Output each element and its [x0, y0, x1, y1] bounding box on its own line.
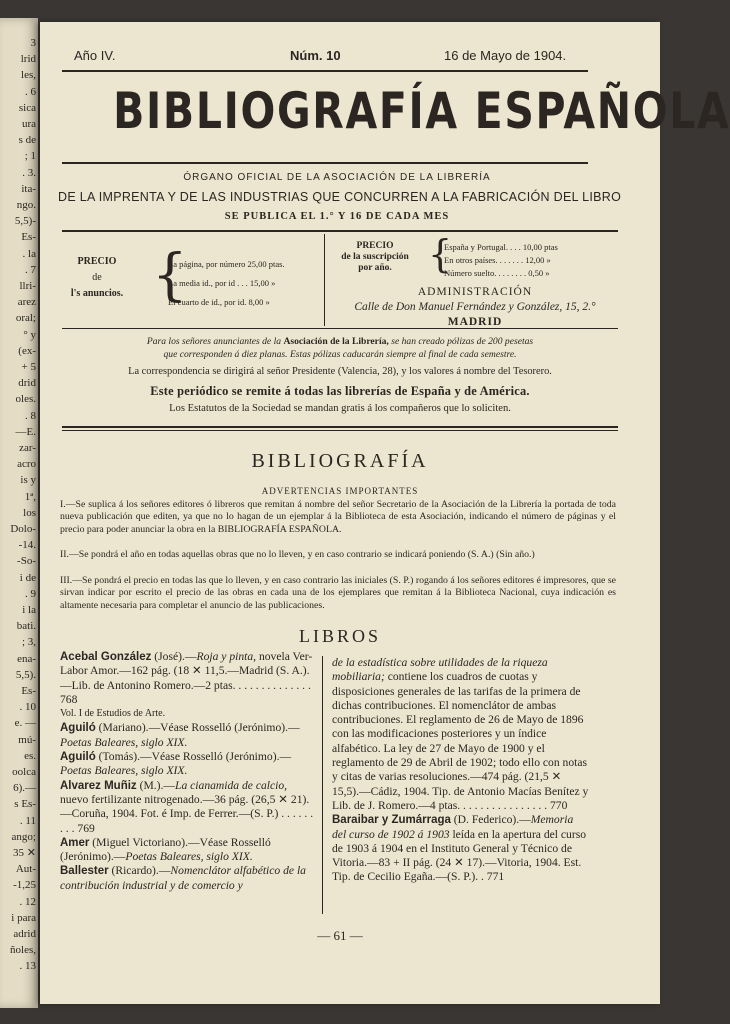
previous-page-text-fragment: e. —: [14, 717, 36, 730]
advertencia-1: I.—Se suplica á los señores editores ó libreros que remitan á nombre del señor Secretario de la Asociación de la Librería la portada de toda nueva publicación que editen, ya que no lo hagan de un ejemplar á la Biblioteca de esta Asociación, indicando el número de páginas y el precio para poder anunciar la obra en la BIBLIOGRAFÍA ESPAÑOLA.: [60, 499, 616, 535]
administration-block: ADMINISTRACIÓN Calle de Don Manuel Fernández y González, 15, 2.° MADRID: [354, 286, 596, 328]
previous-page-text-fragment: -1,25: [13, 879, 36, 892]
subscription-price-lines: España y Portugal. . . . 10,00 ptas En otros países. . . . . . . 12,00 » Número suelto. . . . . . . . 0,50 »: [444, 242, 558, 278]
previous-page-text-fragment: is y: [20, 474, 36, 487]
ads-price-lines: La página, por número 25,00 ptas. La media id., por id . . . 15,00 » El cuarto de id., por id. 8,00 »: [168, 259, 285, 307]
libros-heading: LIBROS: [298, 626, 381, 646]
previous-page-text-fragment: ango;: [11, 830, 36, 843]
advertencias-heading: ADVERTENCIAS IMPORTANTES: [261, 486, 419, 496]
previous-page-text-fragment: oolca: [12, 766, 36, 778]
previous-page-text-fragment: 5,5).: [15, 668, 36, 681]
previous-page-text-fragment: . 3.: [22, 166, 36, 179]
previous-page-text-fragment: Es-: [21, 231, 36, 244]
masthead-rule: [62, 162, 588, 164]
list-item: Acebal González (José).—Roja y pinta, novela Ver-Labor Amor.—162 pág. (18 ✕ 11,5.—Madrid (S. A.).—Lib. de Antonino Romero.—2 ptas. . . . . . . . . . . . . . 768: [60, 650, 313, 706]
advertencia-3: III.—Se pondrá el precio en todas las que lo lleven, y en caso contrario las iniciales (S. P.) rogando á los señores editores é impresores, que se sirvan indicar por escrito el precio de las obras en cada una de los ejemplares que remitan á la Biblioteca Nacional, cuya indicación es altamente necesaria para completar el anuncio de las publicaciones.: [60, 575, 616, 611]
notes-line-1: Para los señores anunciantes de la Asociación de la Librería, se han creado pólizas de 200 pesetas: [146, 336, 534, 347]
previous-page-text-fragment: Aut-: [15, 863, 36, 876]
notes-line-2: que corresponden á diez planas. Estas pólizas caducarán siempre al final de cada semestre.: [163, 349, 517, 360]
notes-line-5: Los Estatutos de la Sociedad se mandan gratis á los compañeros que lo soliciten.: [169, 403, 511, 414]
libros-left-column: [60, 650, 314, 893]
previous-page-text-fragment: s Es-: [14, 798, 36, 811]
previous-page-text-fragment: Dolo-: [10, 523, 36, 535]
list-item: Amer (Miguel Victoriano).—Véase Rosselló (Jerónimo).—Poetas Baleares, siglo XIX.: [60, 835, 271, 864]
previous-page-text-fragment: ena-: [17, 652, 36, 665]
previous-page-text-fragment: oles.: [15, 393, 36, 406]
masthead-title: BIBLIOGRAFÍA ESPAÑOLA: [113, 82, 730, 140]
list-item: de la estadística sobre utilidades de la riqueza mobiliaria; contiene los cuadros de cuotas y disposiciones generales de las tarifas de la primera de dichas contribuciones. El nomenclátor de ambas contribuciones. El reglamento de 26 de Mayo de 1896 con las modificaciones posteriores y un índice alfabético. La ley de 27 de Mayo de 1900 y el reglamento de 29 de Abril de 1902; todo ello con notas y citas de varias resoluciones.—474 pág. (21,5 ✕ 15,5).—Cádiz, 1904. Tip. de Antonio Macías Benítez y Lib. de J. Romero.—4 ptas. . . . . . . . . . . . . . . . 770: [332, 656, 589, 812]
libros-right-column: [332, 656, 590, 885]
issue-date: 16 de Mayo de 1904.: [444, 48, 567, 63]
masthead-subtitle-2: DE LA IMPRENTA Y DE LAS INDUSTRIAS QUE CONCURREN A LA FABRICACIÓN DEL LIBRO: [58, 190, 622, 204]
previous-page-text-fragment: . 7: [25, 263, 36, 276]
previous-page-text-fragment: -So-: [17, 555, 36, 568]
previous-page-text-fragment: ngo.: [16, 199, 36, 211]
subscription-price-label: PRECIO de la suscripción por año.: [341, 241, 409, 273]
notes-line-3: La correspondencia se dirigirá al señor Presidente (Valencia, 28), y los valores á nombre del Tesorero.: [128, 366, 552, 377]
page-number: — 61 —: [317, 928, 363, 943]
previous-page-text-fragment: es.: [24, 749, 36, 762]
column-divider: [322, 656, 323, 914]
notes-bottom-rule: [62, 426, 618, 428]
issue-year: Año IV.: [74, 48, 116, 63]
previous-page-text-fragment: . 13: [19, 960, 36, 973]
previous-page-text-fragment: bati.: [16, 620, 36, 633]
previous-page-text-fragment: . 10: [19, 701, 36, 714]
previous-page-text-fragment: 6).—: [13, 782, 36, 795]
bibliografia-heading: BIBLIOGRAFÍA: [251, 450, 429, 472]
prices-top-rule: [62, 230, 618, 232]
previous-page-text-fragment: les,: [21, 69, 36, 82]
previous-page-text-fragment: . 6: [25, 85, 36, 98]
document-page: [40, 22, 730, 1004]
masthead-subtitle-3: SE PUBLICA EL 1.° Y 16 DE CADA MES: [224, 211, 450, 222]
issue-number: Núm. 10: [290, 48, 341, 63]
ads-brace-icon: {: [152, 243, 188, 308]
previous-page-text-fragment: ° y: [23, 328, 36, 341]
top-rule: [62, 70, 588, 72]
previous-page-text-fragment: i para: [11, 911, 36, 924]
previous-page-text-fragment: —E.: [15, 425, 36, 438]
previous-page-text-fragment: ita-: [21, 182, 36, 195]
ads-price-label: PRECIO de l's anuncios.: [70, 256, 124, 299]
previous-page-text-fragment: adrid: [13, 928, 36, 940]
previous-page-text-fragment: 3: [30, 37, 36, 49]
prices-divider: [324, 234, 325, 326]
previous-page-text-fragment: . 8: [25, 409, 36, 422]
previous-page-text-fragment: mú-: [18, 733, 36, 746]
previous-page-text-fragment: drid: [18, 377, 36, 390]
previous-page-text-fragment: los: [23, 506, 36, 519]
previous-page-text-fragment: ura: [21, 118, 36, 130]
list-item: Aguiló (Tomás).—Véase Rosselló (Jerónimo).—Poetas Baleares, siglo XIX.: [60, 750, 292, 778]
list-item: Baraibar y Zumárraga (D. Federico).—Memoria del curso de 1902 á 1903 leída en la apertura del curso de 1903 á 1904 en el Instituto General y Técnico de Vitoria.—83 + II pág. (24 ✕ 17).—Vitoria, 1904. Est. Tip. de Cecilio Egaña.—(S. P.). . 771: [332, 813, 587, 884]
notes-bottom-rule-thin: [62, 430, 618, 431]
previous-page-text-fragment: s de: [18, 134, 36, 147]
previous-page-text-fragment: + 5: [21, 361, 36, 373]
subscription-brace-icon: {: [428, 232, 453, 276]
previous-page-text-fragment: . 9: [25, 587, 36, 600]
list-item: Aguiló (Mariano).—Véase Rosselló (Jerónimo).—Poetas Baleares, siglo XIX.: [60, 721, 300, 749]
notes-line-4: Este periódico se remite á todas las librerías de España y de América.: [150, 384, 530, 398]
previous-page-text-fragment: (ex-: [18, 344, 36, 357]
previous-page-text-fragment: acro: [17, 458, 36, 471]
previous-page-text-fragment: 5,5)-: [14, 215, 36, 228]
previous-page-text-fragment: lrid: [20, 53, 36, 66]
previous-page-text-fragment: . la: [22, 247, 36, 260]
previous-page-text-fragment: zar-: [19, 442, 36, 454]
advertencia-2: II.—Se pondrá el año en todas aquellas obras que no lo lleven, y en caso contrario se indicará poniendo (S. A.) (Sin año.): [60, 549, 535, 560]
previous-page-text-fragment: ; 1: [24, 150, 36, 163]
previous-page-text-fragment: -14.: [18, 539, 36, 552]
list-item-note: Vol. I de Estudios de Arte.: [60, 708, 166, 720]
previous-page-text-fragment: . 12: [19, 895, 36, 908]
previous-page-text-fragment: arez: [17, 296, 36, 309]
previous-page-text-fragment: 1ª,: [24, 490, 36, 503]
previous-page-text-fragment: ; 3,: [21, 636, 36, 649]
list-item: Ballester (Ricardo).—Nomenclátor alfabético de la contribución industrial y de comercio y: [60, 864, 306, 892]
previous-page-text-fragment: Es-: [21, 685, 36, 697]
previous-page-text-fragment: i la: [22, 604, 36, 616]
previous-page-edge: [0, 18, 38, 1008]
previous-page-text-fragment: llri-: [19, 280, 36, 292]
previous-page-text-fragment: . 11: [19, 814, 36, 827]
masthead-subtitle-1: ÓRGANO OFICIAL DE LA ASOCIACIÓN DE LA LIBRERÍA: [183, 172, 491, 183]
previous-page-text-fragment: ñoles,: [10, 944, 36, 957]
prices-bottom-rule: [62, 328, 618, 329]
previous-page-text-fragment: 35 ✕: [13, 847, 36, 859]
list-item: Alvarez Muñiz (M.).—La cianamida de calcio, nuevo fertilizante nitrogenado.—36 pág. (26,5 ✕ 21).—Coruña, 1904. Fot. é Imp. de Ferrer.—(S. P.) . . . . . . . . . 769: [60, 778, 314, 835]
previous-page-text-fragment: sica: [18, 101, 36, 114]
previous-page-text-fragment: i de: [19, 571, 36, 584]
previous-page-text-fragment: oral;: [15, 312, 36, 325]
